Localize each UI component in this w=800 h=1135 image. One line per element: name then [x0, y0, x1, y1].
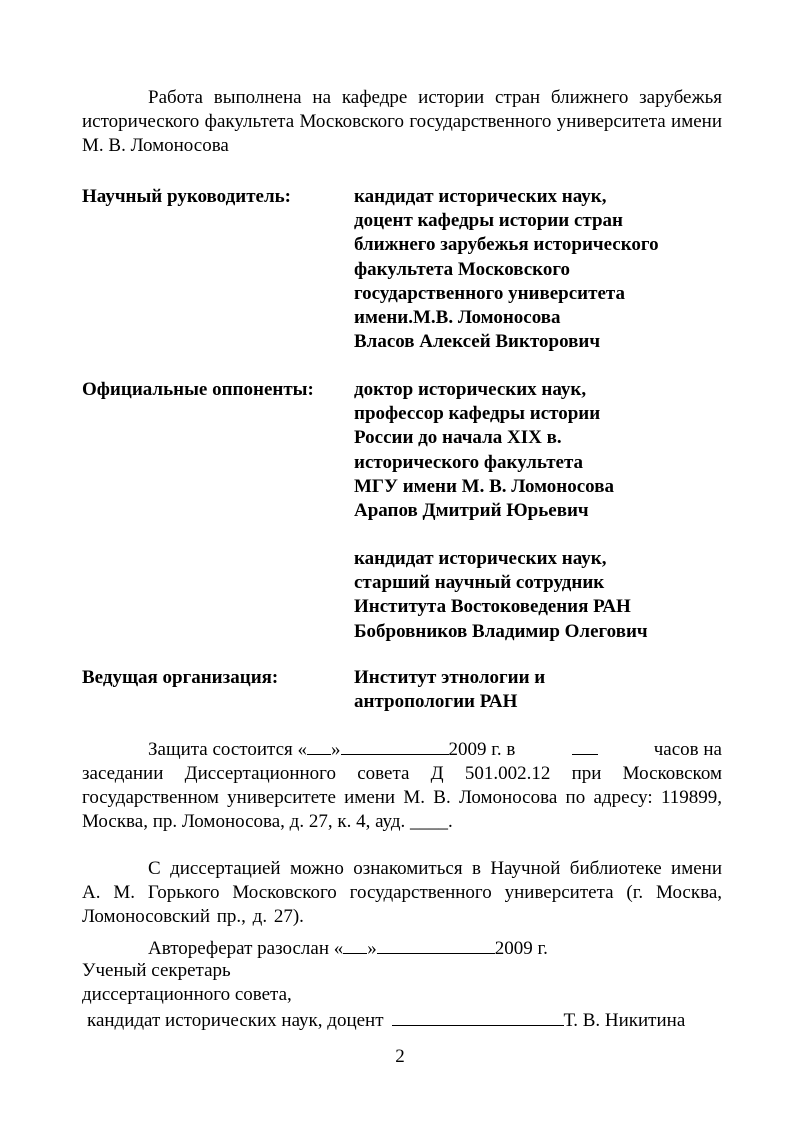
day-blank [307, 736, 331, 755]
library-paragraph: С диссертацией можно ознакомиться в Научной библиотеке имени А. М. Горького Московского государственного университета (г. Москва, Ломоносовский пр., д. 27). [82, 858, 722, 927]
signature-blank [392, 1007, 564, 1026]
secretary-council: диссертационного совета, [82, 984, 292, 1005]
dispatch-month-blank [377, 935, 495, 954]
leading-org-line: антропологии РАН [354, 691, 518, 713]
supervisor-line: кандидат исторических наук, [354, 186, 607, 207]
defense-text: Защита состоится « [148, 739, 307, 760]
opponent-name: Бобровников Владимир Олегович [354, 620, 648, 642]
secretary-name: Т. В. Никитина [563, 1010, 686, 1031]
opponent-first-details [354, 378, 614, 523]
supervisor-line: ближнего зарубежья исторического [354, 234, 659, 256]
opponent-second-details [354, 547, 648, 644]
supervisor-line: доцент кафедры истории стран [354, 210, 623, 232]
secretary-signature-line [87, 1007, 722, 1033]
supervisor-line: имени.М.В. Ломоносова [354, 307, 561, 329]
opponent-line: МГУ имени М. В. Ломоносова [354, 475, 614, 497]
opponent-line: исторического факультета [354, 451, 584, 473]
leading-org-line: Институт этнологии и [354, 667, 546, 688]
secretary-title: Ученый секретарь [82, 960, 231, 981]
dispatch-text: » [367, 938, 377, 959]
secretary-degree: кандидат исторических наук, доцент [87, 1010, 384, 1031]
hour-blank [572, 736, 598, 755]
defense-paragraph [82, 736, 722, 834]
dispatch-day-blank [343, 935, 367, 954]
dispatch-text: 2009 г. [494, 938, 548, 959]
opponent-line: России до начала XIX в. [354, 427, 562, 449]
opponent-line: старший научный сотрудник [354, 572, 605, 594]
opponent-name: Арапов Дмитрий Юрьевич [354, 500, 589, 522]
supervisor-line: государственного университета [354, 282, 625, 304]
leading-org-details [354, 666, 545, 714]
opponent-line: Института Востоковедения РАН [354, 596, 631, 618]
leading-org-label: Ведущая организация: [82, 667, 279, 688]
month-blank [341, 736, 449, 755]
opponent-line: доктор исторических наук, [354, 379, 587, 400]
supervisor-details [354, 185, 659, 354]
page-number: 2 [395, 1046, 405, 1067]
supervisor-name: Власов Алексей Викторович [354, 331, 601, 353]
dispatch-text: Автореферат разослан « [148, 938, 344, 959]
opponents-label: Официальные оппоненты: [82, 379, 314, 400]
defense-text-rest: заседании Диссертационного совета Д 501.002.12 при Московском государственном университете имени М. В. Ломоносова по адресу: 119899, Москва, пр. Ломоносова, д. 27, к. 4, ауд. ____. [82, 763, 722, 832]
opponent-line: профессор кафедры истории [354, 403, 601, 425]
defense-text: часов на [653, 739, 722, 760]
intro-paragraph: Работа выполнена на кафедре истории стран ближнего зарубежья исторического факультета Московского государственного университета имени М. В. Ломоносова [82, 87, 722, 156]
defense-text: » [331, 739, 341, 760]
supervisor-label: Научный руководитель: [82, 186, 291, 207]
supervisor-line: факультета Московского [354, 258, 571, 280]
opponent-line: кандидат исторических наук, [354, 548, 607, 569]
defense-text: 2009 г. в [448, 739, 516, 760]
dispatch-line [148, 935, 548, 961]
